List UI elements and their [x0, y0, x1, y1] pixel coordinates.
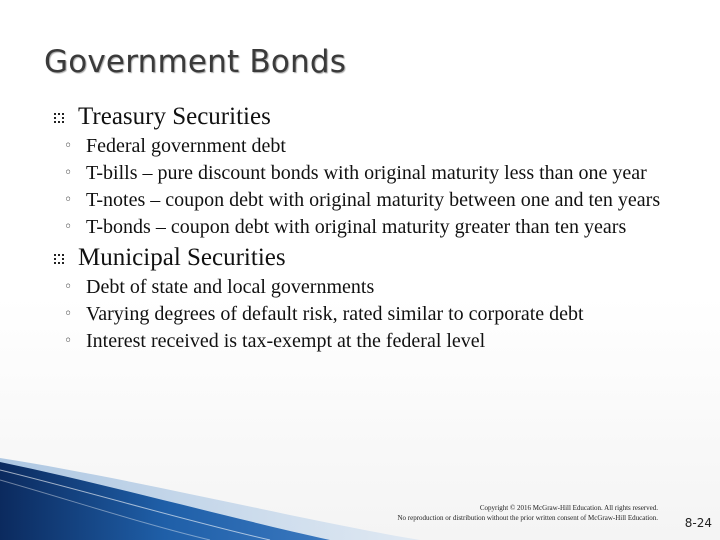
list-item [62, 303, 694, 325]
municipal-sub-list [54, 276, 694, 352]
list-item [62, 276, 694, 298]
list-item-text: Varying degrees of default risk, rated similar to corporate debt [86, 303, 584, 325]
copyright-line: No reproduction or distribution without the prior written consent of McGraw-Hill Education. [397, 514, 658, 522]
dotted-square-bullet-icon [54, 113, 64, 123]
list-item-text: T-bonds – coupon debt with original maturity greater than ten years [86, 216, 627, 238]
section-municipal-securities [54, 243, 694, 273]
ring-bullet-icon: ◦ [64, 279, 73, 295]
list-item [62, 189, 694, 211]
page-number: 8-24 [684, 516, 712, 530]
ring-bullet-icon: ◦ [64, 219, 73, 235]
list-item-text: T-notes – coupon debt with original maturity between one and ten years [86, 189, 661, 211]
dotted-square-bullet-icon [54, 254, 64, 264]
list-item [62, 330, 694, 352]
list-item-text: T-bills – pure discount bonds with original maturity less than one year [86, 162, 647, 184]
section-heading: Treasury Securities [78, 103, 271, 130]
list-item-text: Debt of state and local governments [86, 276, 375, 298]
copyright-notice [338, 503, 658, 523]
slide-content [54, 102, 694, 357]
list-item-text: Federal government debt [86, 135, 286, 157]
treasury-sub-list [54, 135, 694, 238]
section-treasury-securities [54, 102, 694, 132]
ring-bullet-icon: ◦ [64, 138, 73, 154]
section-heading: Municipal Securities [78, 244, 286, 271]
copyright-line: Copyright © 2016 McGraw-Hill Education. All rights reserved. [479, 504, 658, 512]
ring-bullet-icon: ◦ [64, 192, 73, 208]
slide-title: Government Bonds [44, 44, 347, 80]
ring-bullet-icon: ◦ [64, 333, 73, 349]
list-item-text: Interest received is tax-exempt at the federal level [86, 330, 486, 352]
list-item [62, 162, 694, 184]
ring-bullet-icon: ◦ [64, 165, 73, 181]
decorative-wave-graphic [0, 440, 720, 540]
list-item [62, 216, 694, 238]
ring-bullet-icon: ◦ [64, 306, 73, 322]
list-item [62, 135, 694, 157]
